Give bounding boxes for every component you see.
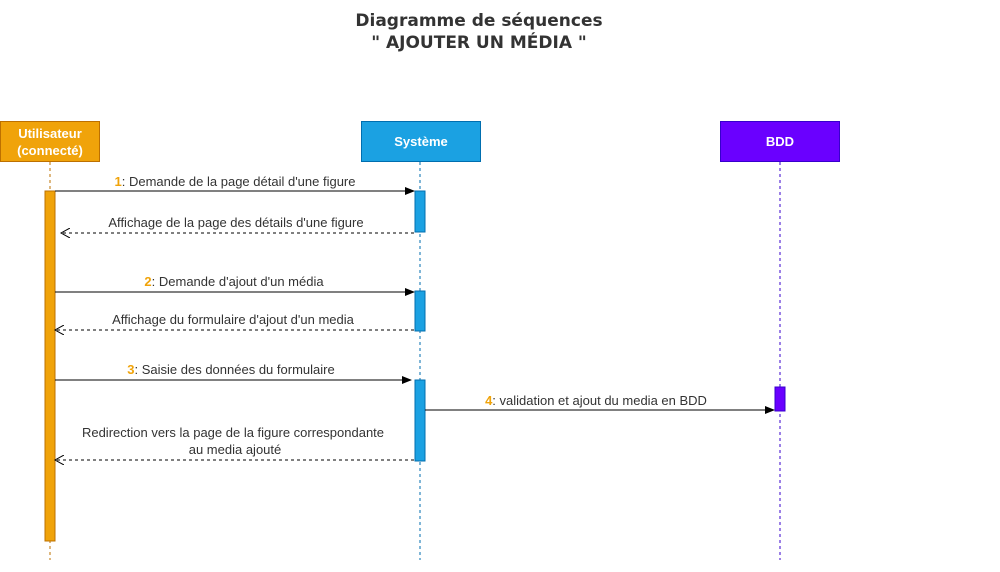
message-label-2: 2: Demande d'ajout d'un média bbox=[144, 274, 324, 289]
message-label-1: 1: Demande de la page détail d'une figure bbox=[114, 174, 356, 189]
participant-system bbox=[361, 121, 481, 162]
participant-database bbox=[720, 121, 840, 162]
participant-user-line2: (connecté) bbox=[17, 142, 83, 158]
diagram-title-line1: Diagramme de séquences bbox=[355, 11, 603, 31]
activation-system-1 bbox=[415, 191, 425, 232]
message-label-4: 4: validation et ajout du media en BDD bbox=[485, 393, 707, 408]
participant-user bbox=[0, 121, 100, 162]
participant-system-label: Système bbox=[394, 134, 448, 149]
return-label-3-line2: au media ajouté bbox=[188, 442, 282, 457]
return-label-1: Affichage de la page des détails d'une figure bbox=[108, 215, 364, 230]
activation-user bbox=[45, 191, 55, 541]
activation-database bbox=[775, 387, 785, 411]
activation-system-3 bbox=[415, 380, 425, 461]
participant-database-label: BDD bbox=[765, 134, 795, 149]
return-label-2: Affichage du formulaire d'ajout d'un media bbox=[112, 312, 354, 327]
diagram-title-line2: " AJOUTER UN MÉDIA " bbox=[371, 33, 587, 53]
message-label-3: 3: Saisie des données du formulaire bbox=[127, 362, 335, 377]
activation-system-2 bbox=[415, 291, 425, 331]
participant-user-line1: Utilisateur bbox=[18, 125, 82, 141]
return-label-3: Redirection vers la page de la figure correspondante bbox=[81, 425, 385, 440]
